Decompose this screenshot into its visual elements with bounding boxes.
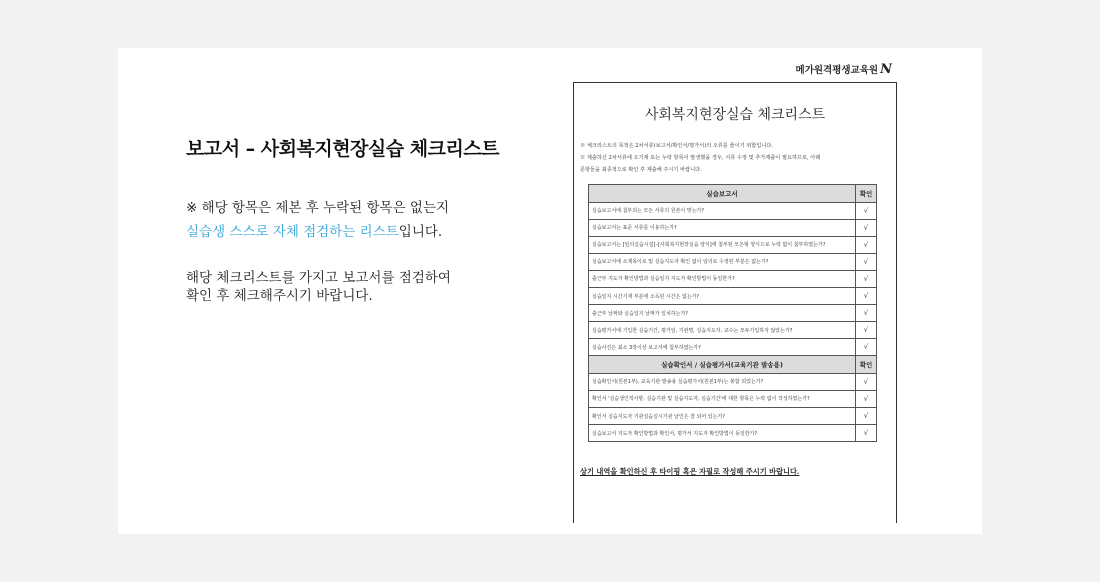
document-note: ※ 제출하신 2차서류에 오기재 또는 누락 항목이 발생했을 경우, 서류 수정 및 추가제출이 필요하므로, 아래: [580, 155, 821, 161]
checklist-document-image: [570, 60, 900, 522]
checklist-item-text: 출근부 날짜와 실습일지 날짜가 일치하는가?: [589, 305, 856, 322]
check-mark-icon: √: [856, 202, 877, 219]
document-footer: 상기 내역을 확인하신 후 타이핑 혹은 자필로 작성해 주시기 바랍니다.: [580, 467, 800, 476]
checklist-item-text: 확인서 '실습생인적사항, 실습기관 및 실습지도자, 실습기간'에 대한 항목은 누락 없이 작성하였는가?: [589, 390, 856, 407]
checklist-row: [589, 253, 877, 270]
checklist-row: [589, 425, 877, 442]
checklist-row: [589, 236, 877, 253]
organization-label: 메가원격평생교육원: [795, 65, 879, 76]
check-mark-icon: √: [856, 219, 877, 236]
checklist-item-text: 실습평가서에 기입한 실습기간, 평가일, 기관명, 실습지도자, 교수는 모두기입하지 않았는가?: [589, 322, 856, 339]
checklist-item-text: 실습보고서에 소제목이로 및 실습지도자 확인 없이 임의로 수정된 부분은 없는가?: [589, 253, 856, 270]
content-card: [118, 48, 982, 534]
page-title: 보고서 – 사회복지현장실습 체크리스트: [186, 138, 500, 160]
check-mark-icon: √: [856, 322, 877, 339]
checklist-section-header: [589, 356, 877, 374]
notice-line-2: [186, 220, 449, 244]
checklist-section-header: [589, 185, 877, 203]
check-column-header: 확인: [856, 356, 877, 374]
check-mark-icon: √: [856, 287, 877, 304]
checklist-row: [589, 219, 877, 236]
notice-line-1: ※ 해당 항목은 제본 후 누락된 항목은 없는지: [186, 200, 450, 216]
checklist-item-text: 확인서 실습지도자 기관실습실시기관 날인은 잘 되어 있는가?: [589, 408, 856, 425]
check-mark-icon: √: [856, 339, 877, 356]
check-mark-icon: √: [856, 270, 877, 287]
checklist-row: [589, 270, 877, 287]
check-mark-icon: √: [856, 390, 877, 407]
check-mark-icon: √: [856, 425, 877, 442]
checklist-item-text: 실습확인서(원본1부), 교육기관 발송용 실습평가서(원본1부)는 봉함 되었는가?: [589, 373, 856, 390]
check-mark-icon: √: [856, 236, 877, 253]
checklist-row: [589, 373, 877, 390]
checklist-item-text: 실습일지 시간기재 부분에 소독된 시간은 없는가?: [589, 287, 856, 304]
checklist-item-text: 실습사진은 최소 3장이상 보고서에 첨부하였는가?: [589, 339, 856, 356]
checklist-row: [589, 287, 877, 304]
checklist-row: [589, 408, 877, 425]
check-column-header: 확인: [856, 185, 877, 203]
checklist-row: [589, 305, 877, 322]
section-title: 실습보고서: [589, 185, 856, 203]
notice-highlight: 실습생 스스로 자체 점검하는 리스트: [186, 224, 399, 240]
instruction-line-2: 확인 후 체크해주시기 바랍니다.: [186, 288, 373, 304]
check-mark-icon: √: [856, 408, 877, 425]
checklist-item-text: 실습보고서는 [임의실습시설]–[사회복지현장실습 양식]에 첨부된 모든형 양식으로 누락 없이 첨부하였는가?: [589, 236, 856, 253]
instruction-text: [186, 269, 451, 305]
notice-text: [186, 196, 449, 244]
checklist-item-text: 실습보고서 지도자 확인방법과 확인서, 평가서 지도자 확인방법이 동일한가?: [589, 425, 856, 442]
check-mark-icon: √: [856, 253, 877, 270]
checklist-table: [588, 184, 877, 442]
checklist-row: [589, 390, 877, 407]
checklist-row: [589, 322, 877, 339]
instruction-line-1: 해당 체크리스트를 가지고 보고서를 점검하여: [186, 270, 451, 286]
notice-line-2-rest: 입니다.: [398, 224, 443, 240]
organization-name: [796, 62, 892, 77]
checklist-item-text: 실습보고서는 표준 서류를 이용하는가?: [589, 219, 856, 236]
section-title: 실습확인서 / 실습평가서(교육기관 발송용): [589, 356, 856, 374]
checklist-row: [589, 339, 877, 356]
document-notes: [580, 140, 892, 176]
organization-logo: N: [880, 62, 892, 77]
check-mark-icon: √: [856, 373, 877, 390]
document-title: 사회복지현장실습 체크리스트: [644, 107, 826, 123]
checklist-item-text: 출근부 지도자 확인방법과 실습일지 지도자 확인방법이 동일한가?: [589, 270, 856, 287]
checklist-item-text: 실습보고서에 첨부되는 모든 서류의 원본이 맞는가?: [589, 202, 856, 219]
checklist-row: [589, 202, 877, 219]
check-mark-icon: √: [856, 305, 877, 322]
document-note: ※ 체크리스트의 목적은 2차서류(보고서/확인서/평가서)의 오류를 줄이기 위함입니다.: [580, 143, 773, 149]
document-note: 문항들을 최종적으로 확인 후 제출해 주시기 바랍니다.: [580, 167, 702, 173]
